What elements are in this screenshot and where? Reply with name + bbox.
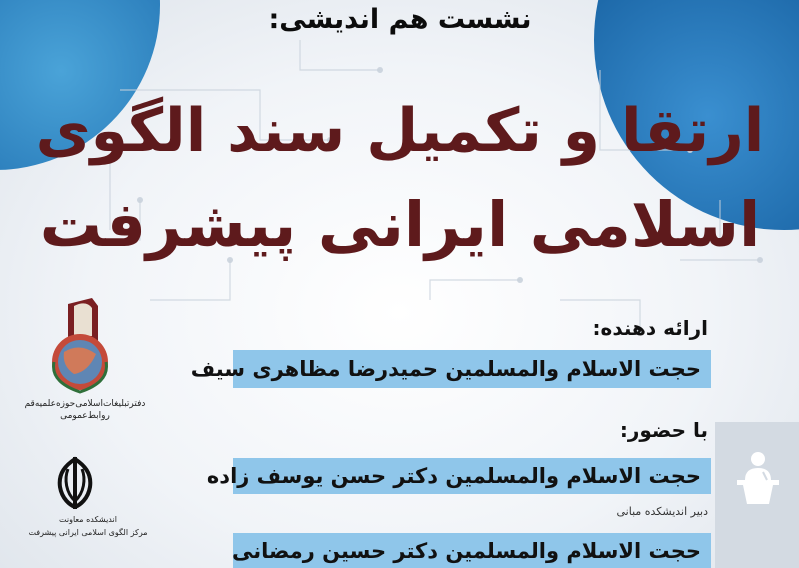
attendee-name: حجت الاسلام والمسلمین دکتر حسین رمضانی — [232, 538, 701, 563]
attendee-bar — [233, 533, 711, 568]
podium-panel — [715, 422, 799, 568]
attendee-bar — [206, 458, 711, 494]
attendee-role: دبیر اندیشکده مبانی — [616, 505, 708, 518]
podium-speaker-icon — [733, 450, 783, 506]
iran-emblem-icon — [52, 455, 98, 511]
presenter-label: ارائه دهنده: — [592, 316, 708, 340]
org2-caption: اندیشکده معاونت مرکز الگوی اسلامی ایرانی پیشرفت — [28, 515, 148, 537]
org1-caption: دفترتبلیغات‌اسلامی‌حوزه‌علمیه‌قم روابط‌عمومی — [24, 399, 146, 421]
main-title-line1: ارتقا و تکمیل سند الگوی — [35, 96, 765, 166]
presenter-bar — [190, 350, 711, 388]
attendance-label: با حضور: — [619, 418, 708, 442]
session-title: نشست هم اندیشی: — [268, 4, 532, 35]
attendee-name: حجت الاسلام والمسلمین دکتر حسن یوسف زاده — [206, 464, 701, 488]
presenter-name: حجت الاسلام والمسلمین حمیدرضا مظاهری سیف — [190, 357, 701, 381]
main-title-line2: اسلامی ایرانی پیشرفت — [39, 188, 761, 261]
organization-logo-icon — [40, 292, 120, 397]
